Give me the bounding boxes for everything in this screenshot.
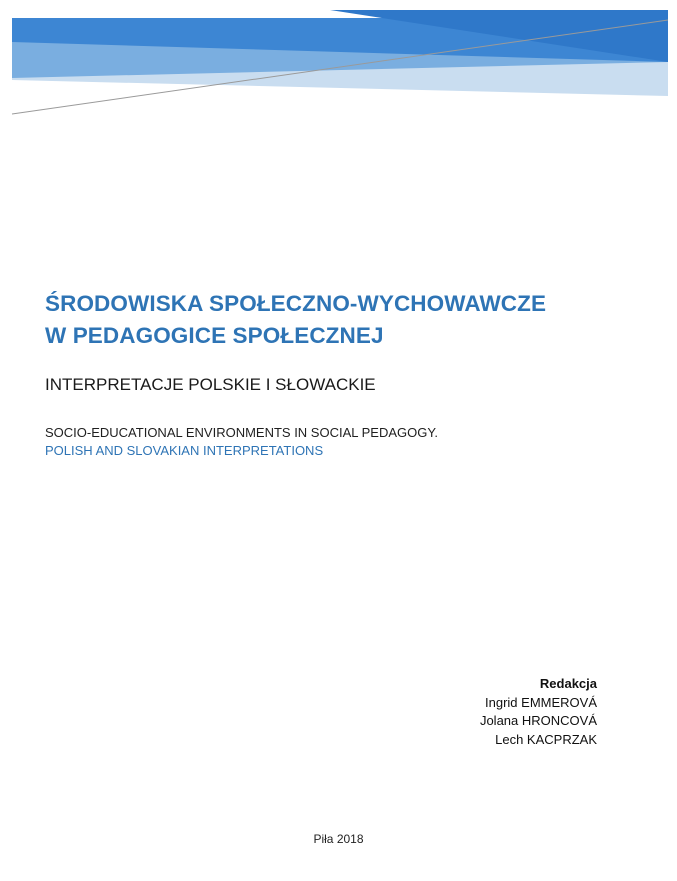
main-title-line2: W PEDAGOGICE SPOŁECZNEJ [45, 323, 384, 348]
main-title [45, 288, 655, 352]
header-decoration [0, 0, 677, 130]
editors-heading: Redakcja [539, 676, 597, 691]
subtitle: INTERPRETACJE POLSKIE I SŁOWACKIE [45, 375, 376, 394]
english-title-line1: SOCIO-EDUCATIONAL ENVIRONMENTS IN SOCIAL PEDAGOGY. [45, 425, 438, 440]
place-year: Piła 2018 [313, 832, 364, 846]
english-title-line2: POLISH AND SLOVAKIAN INTERPRETATIONS [45, 443, 324, 458]
main-title-line1: ŚRODOWISKA SPOŁECZNO-WYCHOWAWCZE [45, 291, 547, 316]
editors-block [480, 675, 597, 749]
editor-name: Ingrid EMMEROVÁ [485, 694, 597, 710]
editor-name: Lech KACPRZAK [495, 731, 597, 747]
editor-name: Jolana HRONCOVÁ [479, 713, 597, 728]
